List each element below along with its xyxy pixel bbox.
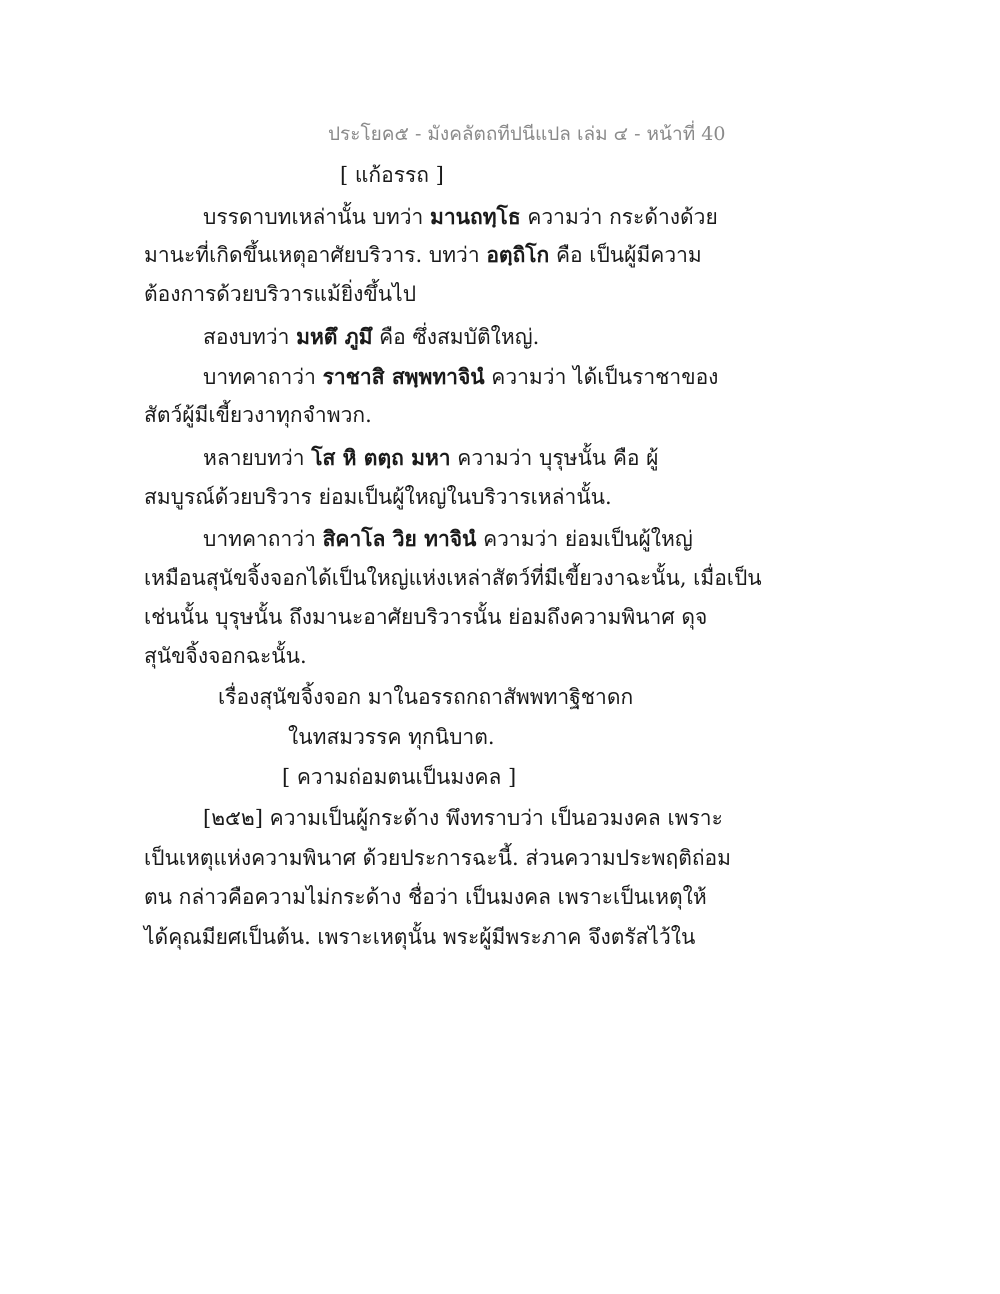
text-run: ความว่า บุรุษนั้น คือ ผู้ (450, 446, 659, 470)
paragraph-line: สัตว์ผู้มีเขี้ยวงาทุกจำพวก. (144, 403, 372, 427)
pali-term: สิคาโล วิย ทาจินํ (322, 526, 477, 551)
pali-term: โส หิ ตตฺถ มหา (311, 445, 451, 470)
pali-term: อตฺถิโก (486, 242, 550, 267)
text-run: มานะที่เกิดขึ้นเหตุอาศัยบริวาร. บทว่า (144, 243, 487, 267)
paragraph-line: เช่นนั้น บุรุษนั้น ถึงมานะอาศัยบริวารนั้น ย่อมถึงความพินาศ ดุจ (144, 605, 708, 629)
text-run: บาทคาถาว่า (203, 365, 323, 389)
text-run: บรรดาบทเหล่านั้น บทว่า (203, 205, 430, 229)
paragraph-line (203, 202, 718, 232)
text-run: หลายบทว่า (203, 446, 312, 470)
text-run: คือ เป็นผู้มีความ (549, 243, 702, 267)
text-run: บาทคาถาว่า (203, 527, 323, 551)
paragraph-line: ตน กล่าวคือความไม่กระด้าง ชื่อว่า เป็นมงคล เพราะเป็นเหตุให้ (144, 885, 707, 909)
text-run: ความว่า กระด้างด้วย (520, 205, 718, 229)
running-head: ประโยค๕ - มังคลัตถทีปนีแปล เล่ม ๔ - หน้าที่ 40 (328, 123, 726, 145)
reference-line: ในทสมวรรค ทุกนิบาต. (288, 725, 495, 749)
text-run: สองบทว่า (203, 325, 297, 349)
paragraph-line: เหมือนสุนัขจิ้งจอกได้เป็นใหญ่แห่งเหล่าสัตว์ที่มีเขี้ยวงาฉะนั้น, เมื่อเป็น (144, 566, 762, 590)
text-run: คือ ซึ่งสมบัติใหญ่. (372, 325, 540, 349)
reference-line: เรื่องสุนัขจิ้งจอก มาในอรรถกถาสัพพทาฐิชาดก (218, 685, 634, 709)
paragraph-line (203, 443, 658, 473)
paragraph-line (144, 240, 702, 270)
paragraph-line: สมบูรณ์ด้วยบริวาร ย่อมเป็นผู้ใหญ่ในบริวารเหล่านั้น. (144, 485, 612, 509)
text-run: ความว่า ได้เป็นราชาของ (484, 365, 719, 389)
paragraph-line: ได้คุณมียศเป็นต้น. เพราะเหตุนั้น พระผู้มีพระภาค จึงตรัสไว้ใน (144, 925, 696, 949)
pali-term: มหตึ ภูมึ (296, 324, 373, 349)
paragraph-line: สุนัขจิ้งจอกฉะนั้น. (144, 644, 307, 668)
paragraph-line (203, 524, 693, 554)
paragraph-line: ต้องการด้วยบริวารแม้ยิ่งขึ้นไป (144, 282, 417, 306)
paragraph-line: เป็นเหตุแห่งความพินาศ ด้วยประการฉะนี้. ส่วนความประพฤติถ่อม (144, 846, 732, 870)
paragraph-line (203, 362, 718, 392)
pali-term: มานถทฺโธ (430, 204, 521, 229)
text-run: ความว่า ย่อมเป็นผู้ใหญ่ (476, 527, 693, 551)
paragraph-line (203, 322, 539, 352)
section-heading: [ แก้อรรถ ] (340, 163, 444, 187)
pali-term: ราชาสิ สพฺพทาจินํ (322, 364, 485, 389)
paragraph-line: [๒๕๒] ความเป็นผู้กระด้าง พึงทราบว่า เป็นอวมงคล เพราะ (203, 806, 723, 830)
section-heading: [ ความถ่อมตนเป็นมงคล ] (282, 765, 517, 789)
